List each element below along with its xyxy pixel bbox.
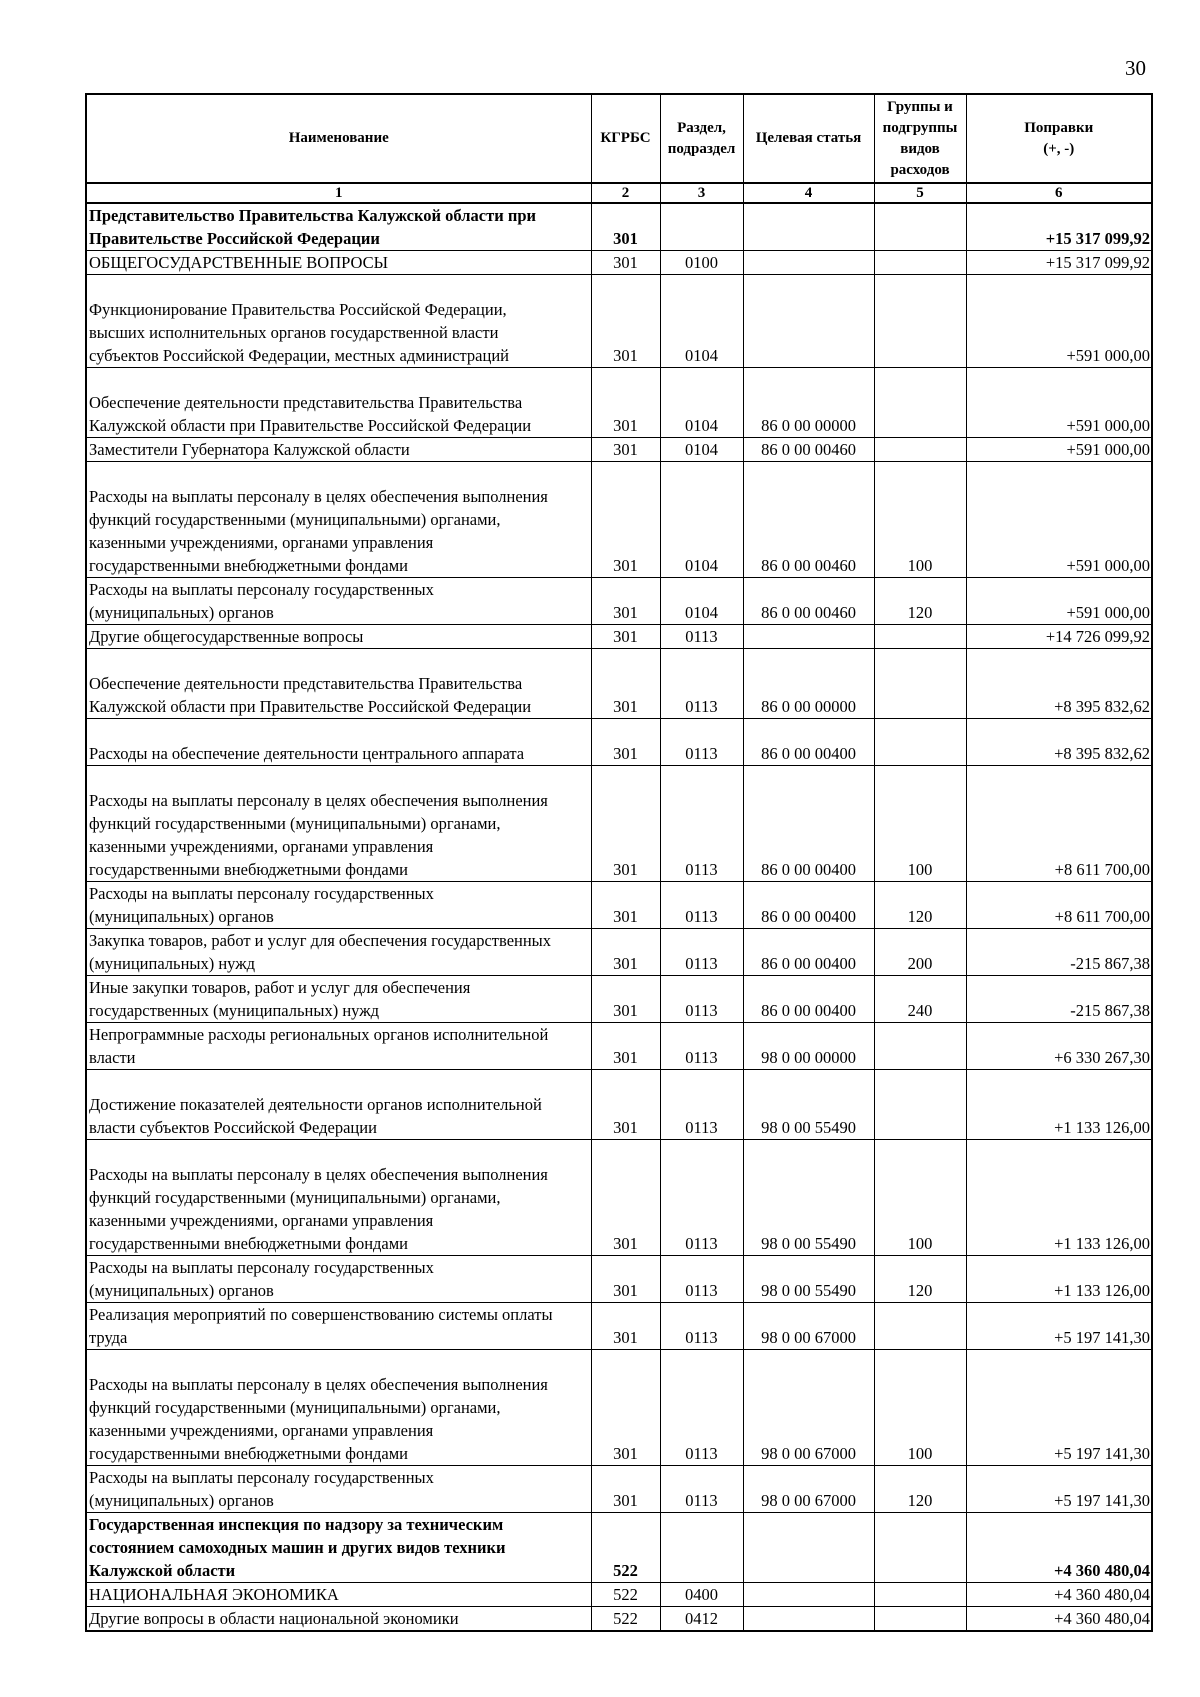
row-kgrbs: 301 xyxy=(591,251,660,275)
row-target: 86 0 00 00460 xyxy=(743,438,874,462)
table-row xyxy=(86,625,1152,649)
row-kgrbs: 301 xyxy=(591,1140,660,1256)
header-group: Группы и подгруппы видов расходов xyxy=(874,94,966,183)
table-row xyxy=(86,1583,1152,1607)
row-section: 0412 xyxy=(660,1607,743,1632)
row-amount: +591 000,00 xyxy=(966,462,1152,578)
row-group xyxy=(874,438,966,462)
row-amount: +8 611 700,00 xyxy=(966,882,1152,929)
row-kgrbs: 301 xyxy=(591,1070,660,1140)
row-name: Другие общегосударственные вопросы xyxy=(86,625,591,649)
row-amount: +6 330 267,30 xyxy=(966,1023,1152,1070)
row-section: 0113 xyxy=(660,1023,743,1070)
row-section: 0113 xyxy=(660,1256,743,1303)
row-target: 86 0 00 00400 xyxy=(743,719,874,766)
row-section: 0113 xyxy=(660,882,743,929)
row-name: Представительство Правительства Калужской области при Правительстве Российской Федерации xyxy=(86,203,591,251)
row-kgrbs: 301 xyxy=(591,976,660,1023)
table-row xyxy=(86,438,1152,462)
row-amount: +5 197 141,30 xyxy=(966,1303,1152,1350)
row-section xyxy=(660,1513,743,1583)
row-group xyxy=(874,1023,966,1070)
row-name: Расходы на выплаты персоналу в целях обеспечения выполнения функций государственными (муниципальными) органами, казенными учреждениями, органами управления государственными внебюджетными фондами xyxy=(86,766,591,882)
row-group xyxy=(874,1583,966,1607)
table-row xyxy=(86,1607,1152,1632)
column-number: 4 xyxy=(743,183,874,203)
row-name: Расходы на выплаты персоналу государственных (муниципальных) органов xyxy=(86,578,591,625)
row-name: Расходы на выплаты персоналу государственных (муниципальных) органов xyxy=(86,1466,591,1513)
row-name: Расходы на выплаты персоналу государственных (муниципальных) органов xyxy=(86,882,591,929)
row-name: Иные закупки товаров, работ и услуг для обеспечения государственных (муниципальных) нужд xyxy=(86,976,591,1023)
row-target: 86 0 00 00000 xyxy=(743,649,874,719)
row-target: 86 0 00 00400 xyxy=(743,882,874,929)
row-amount: +1 133 126,00 xyxy=(966,1070,1152,1140)
row-target xyxy=(743,275,874,368)
row-group xyxy=(874,203,966,251)
table-row xyxy=(86,929,1152,976)
row-name: Расходы на выплаты персоналу в целях обеспечения выполнения функций государственными (муниципальными) органами, казенными учреждениями, органами управления государственными внебюджетными фондами xyxy=(86,1350,591,1466)
row-name: Закупка товаров, работ и услуг для обеспечения государственных (муниципальных) нужд xyxy=(86,929,591,976)
row-target: 86 0 00 00400 xyxy=(743,766,874,882)
row-kgrbs: 301 xyxy=(591,1303,660,1350)
row-kgrbs: 301 xyxy=(591,719,660,766)
row-section: 0104 xyxy=(660,275,743,368)
row-group xyxy=(874,719,966,766)
row-group xyxy=(874,1513,966,1583)
row-amount: +1 133 126,00 xyxy=(966,1256,1152,1303)
row-group xyxy=(874,1303,966,1350)
row-target: 86 0 00 00400 xyxy=(743,976,874,1023)
row-target: 86 0 00 00000 xyxy=(743,368,874,438)
row-section: 0100 xyxy=(660,251,743,275)
table-row xyxy=(86,1256,1152,1303)
table-row xyxy=(86,275,1152,368)
row-target xyxy=(743,625,874,649)
row-amount: +15 317 099,92 xyxy=(966,203,1152,251)
table-row xyxy=(86,719,1152,766)
column-number: 6 xyxy=(966,183,1152,203)
column-number: 1 xyxy=(86,183,591,203)
row-group: 100 xyxy=(874,766,966,882)
row-amount: -215 867,38 xyxy=(966,929,1152,976)
row-group: 100 xyxy=(874,1140,966,1256)
row-kgrbs: 522 xyxy=(591,1583,660,1607)
row-section: 0113 xyxy=(660,1070,743,1140)
row-name: Функционирование Правительства Российской Федерации, высших исполнительных органов государственной власти субъектов Российской Федерации, местных администраций xyxy=(86,275,591,368)
row-amount: +8 611 700,00 xyxy=(966,766,1152,882)
row-group: 120 xyxy=(874,578,966,625)
table-row xyxy=(86,368,1152,438)
row-name: Расходы на выплаты персоналу в целях обеспечения выполнения функций государственными (муниципальными) органами, казенными учреждениями, органами управления государственными внебюджетными фондами xyxy=(86,462,591,578)
row-group: 240 xyxy=(874,976,966,1023)
row-amount: +4 360 480,04 xyxy=(966,1607,1152,1632)
row-kgrbs: 301 xyxy=(591,649,660,719)
row-target: 98 0 00 55490 xyxy=(743,1256,874,1303)
row-name: Непрограммные расходы региональных органов исполнительной власти xyxy=(86,1023,591,1070)
row-kgrbs: 301 xyxy=(591,1256,660,1303)
row-amount: +1 133 126,00 xyxy=(966,1140,1152,1256)
row-target xyxy=(743,1583,874,1607)
row-kgrbs: 301 xyxy=(591,625,660,649)
header-name: Наименование xyxy=(86,94,591,183)
table-row xyxy=(86,1466,1152,1513)
row-group: 120 xyxy=(874,1466,966,1513)
row-amount: +4 360 480,04 xyxy=(966,1513,1152,1583)
header-target: Целевая статья xyxy=(743,94,874,183)
row-kgrbs: 301 xyxy=(591,462,660,578)
row-name: Заместители Губернатора Калужской области xyxy=(86,438,591,462)
row-group xyxy=(874,625,966,649)
table-row xyxy=(86,1350,1152,1466)
row-amount: +591 000,00 xyxy=(966,275,1152,368)
row-target xyxy=(743,1513,874,1583)
column-number: 5 xyxy=(874,183,966,203)
row-section: 0113 xyxy=(660,766,743,882)
row-target: 98 0 00 55490 xyxy=(743,1140,874,1256)
row-kgrbs: 522 xyxy=(591,1607,660,1632)
table-row xyxy=(86,882,1152,929)
row-group xyxy=(874,275,966,368)
row-section xyxy=(660,203,743,251)
header-amount: Поправки (+, -) xyxy=(966,94,1152,183)
table-row xyxy=(86,251,1152,275)
row-kgrbs: 301 xyxy=(591,203,660,251)
header-kgrbs: КГРБС xyxy=(591,94,660,183)
row-target: 98 0 00 67000 xyxy=(743,1466,874,1513)
header-row xyxy=(86,94,1152,183)
table-row xyxy=(86,1513,1152,1583)
table-row xyxy=(86,462,1152,578)
row-kgrbs: 301 xyxy=(591,438,660,462)
row-group xyxy=(874,649,966,719)
row-amount: +591 000,00 xyxy=(966,368,1152,438)
row-section: 0104 xyxy=(660,462,743,578)
row-section: 0113 xyxy=(660,649,743,719)
column-number: 3 xyxy=(660,183,743,203)
row-group: 120 xyxy=(874,882,966,929)
row-amount: +5 197 141,30 xyxy=(966,1466,1152,1513)
row-kgrbs: 301 xyxy=(591,578,660,625)
row-name: Другие вопросы в области национальной экономики xyxy=(86,1607,591,1632)
row-section: 0113 xyxy=(660,719,743,766)
row-name: ОБЩЕГОСУДАРСТВЕННЫЕ ВОПРОСЫ xyxy=(86,251,591,275)
row-target: 86 0 00 00460 xyxy=(743,578,874,625)
row-kgrbs: 301 xyxy=(591,1023,660,1070)
row-group xyxy=(874,1070,966,1140)
table-row xyxy=(86,1070,1152,1140)
table-row xyxy=(86,649,1152,719)
row-section: 0113 xyxy=(660,1303,743,1350)
row-amount: +591 000,00 xyxy=(966,438,1152,462)
row-target: 86 0 00 00460 xyxy=(743,462,874,578)
row-group: 100 xyxy=(874,1350,966,1466)
row-amount: +5 197 141,30 xyxy=(966,1350,1152,1466)
row-target: 98 0 00 67000 xyxy=(743,1303,874,1350)
row-name: Достижение показателей деятельности органов исполнительной власти субъектов Российской Федерации xyxy=(86,1070,591,1140)
row-kgrbs: 301 xyxy=(591,766,660,882)
row-amount: +4 360 480,04 xyxy=(966,1583,1152,1607)
row-group xyxy=(874,368,966,438)
table-row xyxy=(86,1303,1152,1350)
row-target xyxy=(743,251,874,275)
row-amount: +15 317 099,92 xyxy=(966,251,1152,275)
table-row xyxy=(86,1023,1152,1070)
row-name: Расходы на обеспечение деятельности центрального аппарата xyxy=(86,719,591,766)
table-row xyxy=(86,578,1152,625)
row-target xyxy=(743,1607,874,1632)
row-name: Государственная инспекция по надзору за техническим состоянием самоходных машин и других видов техники Калужской области xyxy=(86,1513,591,1583)
row-section: 0113 xyxy=(660,929,743,976)
row-target: 86 0 00 00400 xyxy=(743,929,874,976)
table-row xyxy=(86,976,1152,1023)
row-section: 0113 xyxy=(660,1466,743,1513)
row-kgrbs: 301 xyxy=(591,929,660,976)
row-section: 0113 xyxy=(660,976,743,1023)
row-name: Обеспечение деятельности представительства Правительства Калужской области при Правительстве Российской Федерации xyxy=(86,649,591,719)
budget-amendments-table xyxy=(85,93,1153,1632)
row-amount: +8 395 832,62 xyxy=(966,649,1152,719)
row-section: 0113 xyxy=(660,1350,743,1466)
row-name: Расходы на выплаты персоналу государственных (муниципальных) органов xyxy=(86,1256,591,1303)
row-amount: +591 000,00 xyxy=(966,578,1152,625)
row-name: Обеспечение деятельности представительства Правительства Калужской области при Правительстве Российской Федерации xyxy=(86,368,591,438)
row-section: 0113 xyxy=(660,625,743,649)
row-group: 200 xyxy=(874,929,966,976)
row-target xyxy=(743,203,874,251)
table-row xyxy=(86,766,1152,882)
row-amount: +8 395 832,62 xyxy=(966,719,1152,766)
row-target: 98 0 00 00000 xyxy=(743,1023,874,1070)
row-group xyxy=(874,251,966,275)
row-amount: -215 867,38 xyxy=(966,976,1152,1023)
row-section: 0104 xyxy=(660,578,743,625)
row-kgrbs: 301 xyxy=(591,368,660,438)
row-amount: +14 726 099,92 xyxy=(966,625,1152,649)
row-name: НАЦИОНАЛЬНАЯ ЭКОНОМИКА xyxy=(86,1583,591,1607)
row-group: 100 xyxy=(874,462,966,578)
row-target: 98 0 00 55490 xyxy=(743,1070,874,1140)
header-section: Раздел, подраздел xyxy=(660,94,743,183)
row-name: Расходы на выплаты персоналу в целях обеспечения выполнения функций государственными (муниципальными) органами, казенными учреждениями, органами управления государственными внебюджетными фондами xyxy=(86,1140,591,1256)
row-section: 0400 xyxy=(660,1583,743,1607)
table-row xyxy=(86,203,1152,251)
row-kgrbs: 301 xyxy=(591,1466,660,1513)
row-section: 0113 xyxy=(660,1140,743,1256)
table-row xyxy=(86,1140,1152,1256)
page-number: 30 xyxy=(1125,56,1146,80)
row-kgrbs: 522 xyxy=(591,1513,660,1583)
row-group xyxy=(874,1607,966,1632)
row-name: Реализация мероприятий по совершенствованию системы оплаты труда xyxy=(86,1303,591,1350)
row-group: 120 xyxy=(874,1256,966,1303)
row-section: 0104 xyxy=(660,368,743,438)
row-kgrbs: 301 xyxy=(591,882,660,929)
column-number-row xyxy=(86,183,1152,203)
column-number: 2 xyxy=(591,183,660,203)
row-target: 98 0 00 67000 xyxy=(743,1350,874,1466)
row-kgrbs: 301 xyxy=(591,1350,660,1466)
row-section: 0104 xyxy=(660,438,743,462)
row-kgrbs: 301 xyxy=(591,275,660,368)
